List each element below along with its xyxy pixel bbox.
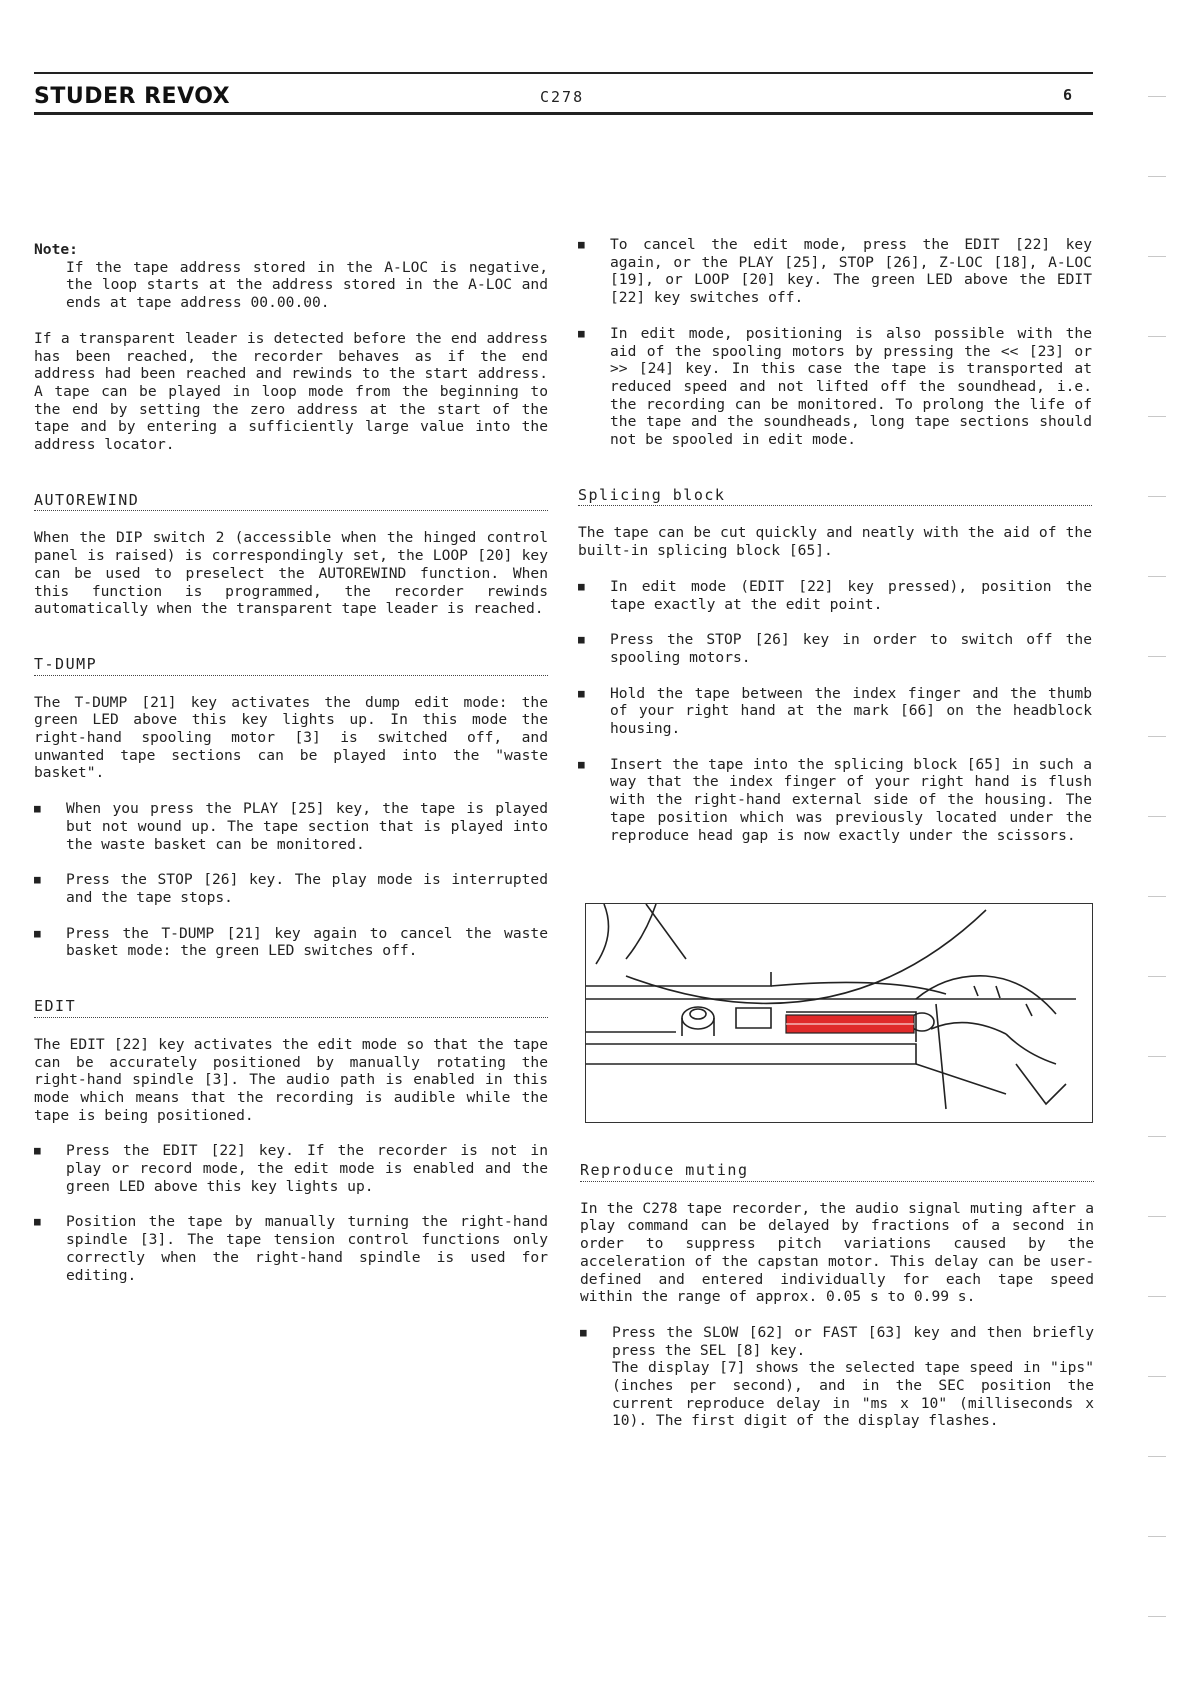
right-column-muting	[580, 1162, 1094, 1430]
splicing-text: The tape can be cut quickly and neatly with the aid of the built-in splicing block [65].	[578, 524, 1092, 560]
note-label: Note:	[34, 241, 78, 258]
square-bullet-icon: ■	[578, 326, 585, 340]
list-item: ■ Press the EDIT [22] key. If the recorder is not in play or record mode, the edit mode is enabled and the green LED above this key lights up.	[34, 1142, 548, 1195]
muting-text: In the C278 tape recorder, the audio signal muting after a play command can be delayed by fractions of a second in order to suppress pitch variations caused by the acceleration of the capstan motor. This delay can be user-defined and entered individually for each tape speed within the range of approx. 0.05 s to 0.99 s.	[580, 1199, 1094, 1306]
square-bullet-icon: ■	[578, 238, 585, 251]
tdump-heading: T-DUMP	[34, 656, 548, 676]
tdump-text: The T-DUMP [21] key activates the dump edit mode: the green LED above this key lights up. In this mode the right-hand spooling motor [3] is switched off, and unwanted tape sections can be played into the "waste basket".	[34, 693, 548, 782]
square-bullet-icon: ■	[578, 579, 585, 593]
square-bullet-icon: ■	[34, 1144, 41, 1158]
list-item: ■ Press the STOP [26] key in order to switch off the spooling motors.	[578, 631, 1092, 666]
left-column	[34, 241, 548, 1284]
muting-heading: Reproduce muting	[580, 1162, 1094, 1182]
header-bottom-rule	[34, 112, 1093, 115]
square-bullet-icon: ■	[34, 873, 41, 887]
square-bullet-icon: ■	[578, 757, 585, 771]
square-bullet-icon: ■	[578, 633, 585, 647]
model-number: C278	[540, 88, 585, 106]
square-bullet-icon: ■	[578, 686, 585, 700]
list-item: ■ Position the tape by manually turning the right-hand spindle [3]. The tape tension control functions only correctly when the right-hand spindle is used for editing.	[34, 1213, 548, 1284]
autorewind-heading: AUTOREWIND	[34, 492, 548, 512]
header-top-rule	[34, 72, 1093, 74]
note-text: If the tape address stored in the A-LOC is negative, the loop starts at the address stored in the A-LOC and ends at tape address 00.00.00.	[66, 258, 548, 312]
square-bullet-icon: ■	[34, 802, 41, 816]
list-item: ■ Press the SLOW [62] or FAST [63] key and then briefly press the SEL [8] key. The display [7] shows the selected tape speed in "ips" (inches per second), and in the SEC position the current reproduce delay in "ms x 10" (milliseconds x 10). The first digit of the display flashes.	[580, 1323, 1094, 1430]
list-item: ■ In edit mode (EDIT [22] key pressed), position the tape exactly at the edit point.	[578, 577, 1092, 613]
page-number: 6	[1063, 86, 1073, 104]
list-item: ■ Hold the tape between the index finger and the thumb of your right hand at the mark [66] on the headblock housing.	[578, 684, 1092, 738]
splicing-block-illustration	[586, 904, 1092, 1122]
list-item: ■ When you press the PLAY [25] key, the tape is played but not wound up. The tape section that is played into the waste basket can be monitored.	[34, 800, 548, 853]
list-item: ■ Insert the tape into the splicing block [65] in such a way that the index finger of your right hand is flush with the right-hand external side of the housing. The tape position which was previously located under the reproduce head gap is now exactly under the scissors.	[578, 755, 1092, 844]
square-bullet-icon: ■	[34, 1215, 41, 1229]
right-column	[578, 236, 1092, 844]
transparent-leader-text: If a transparent leader is detected before the end address has been reached, the recorder behaves as if the end address had been reached and rewinds to the start address. A tape can be played in loop mode from the beginning to the end by setting the zero address at the start of the tape and by entering a sufficiently large value into the address locator.	[34, 329, 548, 454]
list-item: ■ To cancel the edit mode, press the EDIT [22] key again, or the PLAY [25], STOP [26], Z-LOC [18], A-LOC [19], or LOOP [20] key. The green LED above the EDIT [22] key switches off.	[578, 236, 1092, 307]
splicing-block-figure	[585, 903, 1093, 1123]
splicing-heading: Splicing block	[578, 487, 1092, 507]
list-item: ■ In edit mode, positioning is also possible with the aid of the spooling motors by pressing the << [23] or >> [24] key. In this case the tape is transported at reduced speed and not lifted off the soundhead, i.e. the recording can be monitored. To prolong the life of the tape and the soundheads, long tape sections should not be spooled in edit mode.	[578, 324, 1092, 449]
autorewind-text: When the DIP switch 2 (accessible when the hinged control panel is raised) is correspondingly set, the LOOP [20] key can be used to preselect the AUTOREWIND function. When this function is programmed, the recorder rewinds automatically when the transparent tape leader is reached.	[34, 529, 548, 618]
list-item: ■ Press the STOP [26] key. The play mode is interrupted and the tape stops.	[34, 871, 548, 906]
edit-text: The EDIT [22] key activates the edit mode so that the tape can be accurately positioned by manually rotating the right-hand spindle [3]. The audio path is enabled in this mode which means that the recording is audible while the tape is being positioned.	[34, 1035, 548, 1124]
edit-heading: EDIT	[34, 998, 548, 1018]
square-bullet-icon: ■	[34, 926, 41, 940]
list-item: ■ Press the T-DUMP [21] key again to cancel the waste basket mode: the green LED switches off.	[34, 924, 548, 960]
square-bullet-icon: ■	[580, 1325, 587, 1339]
brand-logo: STUDER REVOX	[34, 84, 231, 109]
